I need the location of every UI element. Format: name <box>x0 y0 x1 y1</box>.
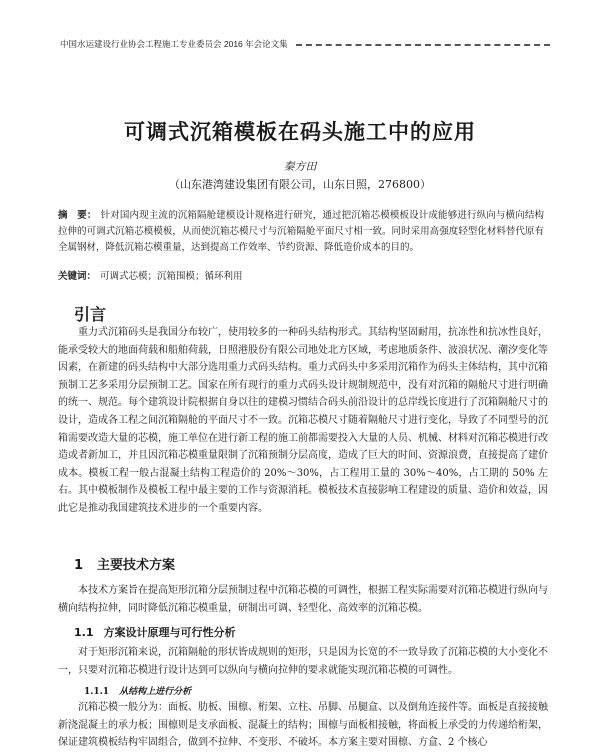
section-1-title: 主要技术方案 <box>97 558 176 573</box>
article-author: 秦方田 <box>283 160 317 173</box>
subsection-1-1-paragraph: 对于矩形沉箱来说，沉箱隔舱的形状皆成规则的矩形，只是因为长宽的不一致导致了沉箱芯模的大小变化不一，只要对沉箱芯模进行设计达到可以纵向与横向拉伸的要求就能实现沉箱芯模的可调性。 <box>58 647 548 676</box>
keywords-label: 关键词： <box>58 271 97 282</box>
keywords-text: 可调式芯模；沉箱围模；循环利用 <box>100 271 243 282</box>
abstract-text: 针对国内现主流的沉箱隔舱建模设计规格进行研究，通过把沉箱芯模模板设计成能够进行纵向与横向结构拉伸的可调式沉箱芯模模板，从而使沉箱芯模尺寸与沉箱隔舱平面尺寸相一致。同时采用高强度轻型化材料替代原有全属钢材，降低沉箱芯模重量，达到提高工作效率、节约资源、降低造价成本的目的。 <box>58 210 544 253</box>
running-header <box>60 38 550 50</box>
section-1-heading <box>74 554 175 573</box>
article-title: 可调式沉箱模板在码头施工中的应用 <box>124 120 476 144</box>
intro-paragraph: 重力式沉箱码头是我国分布较广，使用较多的一种码头结构形式。其结构坚固耐用，抗冻性和抗冰性良好，能承受较大的地面荷载和船舶荷载，日照港股份有限公司地处北方区域，考虑地质条件、波浪状况、潮汐变化等因素，在新建的码头结构中大部分选用重力式码头结构。重力式码头中多采用沉箱作为码头主体结构，其中沉箱预制工艺多采用分层预制工艺。国家在所有现行的重力式码头设计规制规范中，没有对沉箱的隔舱尺寸进行明确的统一、规范。每个建筑设计院根据自身以往的建模习惯结合码头前沿设计的总岸线长度进行了沉箱隔舱尺寸的设计，造成各工程之间沉箱隔舱的平面尺寸不一致。沉箱芯模尺寸随着隔舱尺寸进行变化，导致了不同型号的沉箱需要改造大量的芯模，施工单位在进行新工程的施工前都需要投入大量的人员、机械、材料对沉箱芯模进行改造或者新加工，并且因沉箱芯模重量限制了沉箱预制分层高度，造成了巨大的时间、资源浪费，直接提高了建价成本。模板工程一般占混凝土结构工程造价的 20%～30%，占工程用工量的 30%～40%，占工期的 50% 左右。其中模板制作及模板工程中最主要的工作与资源消耗。模板技术直接影响工程建设的质量、造价和效益，因此它是推动我国建筑技术进步的一个重要内容。 <box>58 327 548 514</box>
subsection-1-1-1-number: 1.1.1 <box>84 687 110 697</box>
subsection-1-1-1-title: 从结构上进行分析 <box>119 687 192 697</box>
running-title: 中国水运建设行业协会工程施工专业委员会 2016 年会论文集 <box>60 39 288 49</box>
subsection-1-1-number: 1.1 <box>74 626 94 639</box>
article-affiliation: （山东港湾建设集团有限公司，山东日照，276800） <box>169 178 431 191</box>
subsection-1-1-1-paragraph: 沉箱芯模一般分为：面板、肋板、围檩、桁架、立柱、吊脚、吊腿盒、以及倒角连接件等。面板是直接接触新浇混凝土的承力板；围檩则是支承面板、混凝土的结构；围檩与面板相接触，将面板上承受的力传递给桁架，保证建筑模板结构牢固组合，做到不拉伸、不变形、不破坏。本方案主要对围檩、方盒、2 个核心 <box>58 702 548 749</box>
header-rule <box>296 44 550 46</box>
subsection-1-1-title: 方案设计原理与可行性分析 <box>103 626 236 639</box>
section-1-paragraph: 本技术方案旨在提高矩形沉箱分层预制过程中沉箱芯模的可调性，根据工程实际需要对沉箱芯模进行纵向与横向结构拉伸，同时降低沉箱芯模重量，研制出可调、轻型化、高效率的沉箱芯模。 <box>58 585 548 614</box>
intro-heading: 引言 <box>74 305 107 324</box>
subsection-1-1-heading <box>74 624 236 640</box>
section-1-number: 1 <box>74 558 84 573</box>
abstract <box>58 208 544 256</box>
subsection-1-1-1-heading <box>84 684 191 697</box>
keywords <box>58 269 544 285</box>
abstract-label: 摘 要： <box>58 210 97 221</box>
